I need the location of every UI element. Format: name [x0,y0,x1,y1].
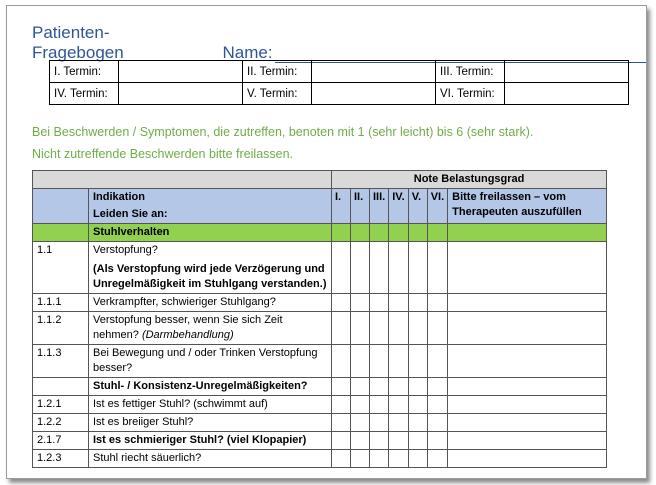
remark-cell [448,345,607,378]
grade-cell[interactable] [351,378,370,396]
grade-cell[interactable] [351,242,370,294]
grade-cell[interactable] [351,396,370,414]
termin-label: IV. Termin: [50,83,119,105]
table-row [33,312,607,345]
row-question: Ist es fettiger Stuhl? (schwimmt auf) [89,396,332,414]
grade-cell[interactable] [408,294,427,312]
row-question: Verkrampfter, schwieriger Stuhlgang? [89,294,332,312]
grade-cell[interactable] [370,450,389,468]
grade-cell[interactable] [332,450,351,468]
row-number: 1.1 [33,242,89,294]
grade-cell[interactable] [332,396,351,414]
grade-cell[interactable] [370,294,389,312]
grade-cell[interactable] [370,312,389,345]
grade-cell[interactable] [389,294,408,312]
table-row [33,294,607,312]
grade-header: IV. [389,189,408,224]
table-row [33,396,607,414]
row-question: Ist es breiiger Stuhl? [89,414,332,432]
grade-cell[interactable] [370,414,389,432]
questionnaire-table [32,170,607,468]
table-row [33,345,607,378]
grade-cell[interactable] [389,432,408,450]
termin-row [50,83,629,105]
row-number: 1.1.3 [33,345,89,378]
indikation-header: Indikation Leiden Sie an: [89,189,332,224]
grade-cell[interactable] [370,378,389,396]
remark-cell [448,432,607,450]
grade-cell[interactable] [332,432,351,450]
grade-cell[interactable] [351,414,370,432]
grade-cell[interactable] [351,450,370,468]
grade-cell[interactable] [427,414,447,432]
remark-cell [448,396,607,414]
grade-cell[interactable] [332,242,351,294]
grade-cell[interactable] [408,312,427,345]
remark-cell [448,242,607,294]
grade-cell[interactable] [427,242,447,294]
grade-cell[interactable] [408,242,427,294]
termin-label: III. Termin: [436,61,505,83]
row-number: 1.2.3 [33,450,89,468]
row-number: 1.1.1 [33,294,89,312]
grade-cell[interactable] [351,294,370,312]
row-question: Verstopfung? (Als Verstopfung wird jede Verzögerung und Unregelmäßigkeit im Stuhlgang verstanden.) [89,242,332,294]
grade-cell[interactable] [389,242,408,294]
grade-cell[interactable] [427,396,447,414]
termin-field[interactable] [312,83,436,105]
row-number [33,378,89,396]
grade-cell[interactable] [389,450,408,468]
grade-cell[interactable] [332,378,351,396]
grade-cell[interactable] [408,378,427,396]
row-question: Ist es schmieriger Stuhl? (viel Klopapier) [89,432,332,450]
table-row [33,378,607,396]
row-question: Stuhl riecht säuerlich? [89,450,332,468]
grade-cell[interactable] [370,432,389,450]
grade-header: I. [332,189,351,224]
row-number: 2.1.7 [33,432,89,450]
table-row [33,242,607,294]
grade-cell[interactable] [408,345,427,378]
row-question: Bei Bewegung und / oder Trinken Verstopfung besser? [89,345,332,378]
title-row [32,23,646,63]
header-spacer [33,171,332,189]
grade-cell[interactable] [332,414,351,432]
remark-cell [448,414,607,432]
remark-cell [448,450,607,468]
grade-cell[interactable] [351,345,370,378]
grade-cell[interactable] [332,312,351,345]
grade-cell[interactable] [408,414,427,432]
grade-header-row [33,171,607,189]
grade-cell[interactable] [427,294,447,312]
grade-cell[interactable] [408,450,427,468]
instruction-line-2: Nicht zutreffende Beschwerden bitte freilassen. [32,147,294,161]
termin-field[interactable] [119,83,243,105]
row-number: 1.2.1 [33,396,89,414]
termin-field[interactable] [119,61,243,83]
table-row [33,450,607,468]
page-title: Patienten-Fragebogen [32,23,124,62]
table-row [33,414,607,432]
note-header: Note Belastungsgrad [332,171,607,189]
remark-cell [448,378,607,396]
grade-header: VI. [427,189,447,224]
grade-cell[interactable] [332,294,351,312]
column-header-row [33,189,607,224]
termin-field[interactable] [505,83,629,105]
grade-cell[interactable] [427,432,447,450]
termin-label: V. Termin: [243,83,312,105]
remark-cell [448,294,607,312]
grade-cell[interactable] [427,378,447,396]
remark-cell [448,312,607,345]
termin-label: II. Termin: [243,61,312,83]
grade-cell[interactable] [408,396,427,414]
termin-label: VI. Termin: [436,83,505,105]
grade-cell[interactable] [370,396,389,414]
grade-cell[interactable] [370,242,389,294]
row-number: 1.1.2 [33,312,89,345]
section-row [33,224,607,242]
termin-label: I. Termin: [50,61,119,83]
section-title: Stuhlverhalten [89,224,332,242]
grade-cell[interactable] [427,345,447,378]
grade-header: II. [351,189,370,224]
remark-header: Bitte freilassen – vom Therapeuten auszufüllen [448,189,607,224]
grade-cell[interactable] [332,345,351,378]
row-question: Stuhl- / Konsistenz-Unregelmäßigkeiten? [89,378,332,396]
termin-field[interactable] [505,61,629,83]
grade-cell[interactable] [389,414,408,432]
termin-field[interactable] [312,61,436,83]
grade-cell[interactable] [351,432,370,450]
grade-cell[interactable] [389,378,408,396]
table-row [33,432,607,450]
termin-row [50,61,629,83]
termin-table [49,60,629,105]
grade-header: III. [370,189,389,224]
grade-cell[interactable] [351,312,370,345]
grade-cell[interactable] [389,345,408,378]
instruction-line-1: Bei Beschwerden / Symptomen, die zutreffen, benoten mit 1 (sehr leicht) bis 6 (sehr stark). [32,125,534,139]
grade-cell[interactable] [408,432,427,450]
document-page [6,5,647,479]
name-label: Name: [222,43,273,62]
grade-cell[interactable] [370,345,389,378]
grade-cell[interactable] [427,312,447,345]
row-question: Verstopfung besser, wenn Sie sich Zeit nehmen? (Darmbehandlung) [89,312,332,345]
grade-cell[interactable] [389,312,408,345]
row-number: 1.2.2 [33,414,89,432]
grade-header: V. [408,189,427,224]
grade-cell[interactable] [427,450,447,468]
grade-cell[interactable] [389,396,408,414]
